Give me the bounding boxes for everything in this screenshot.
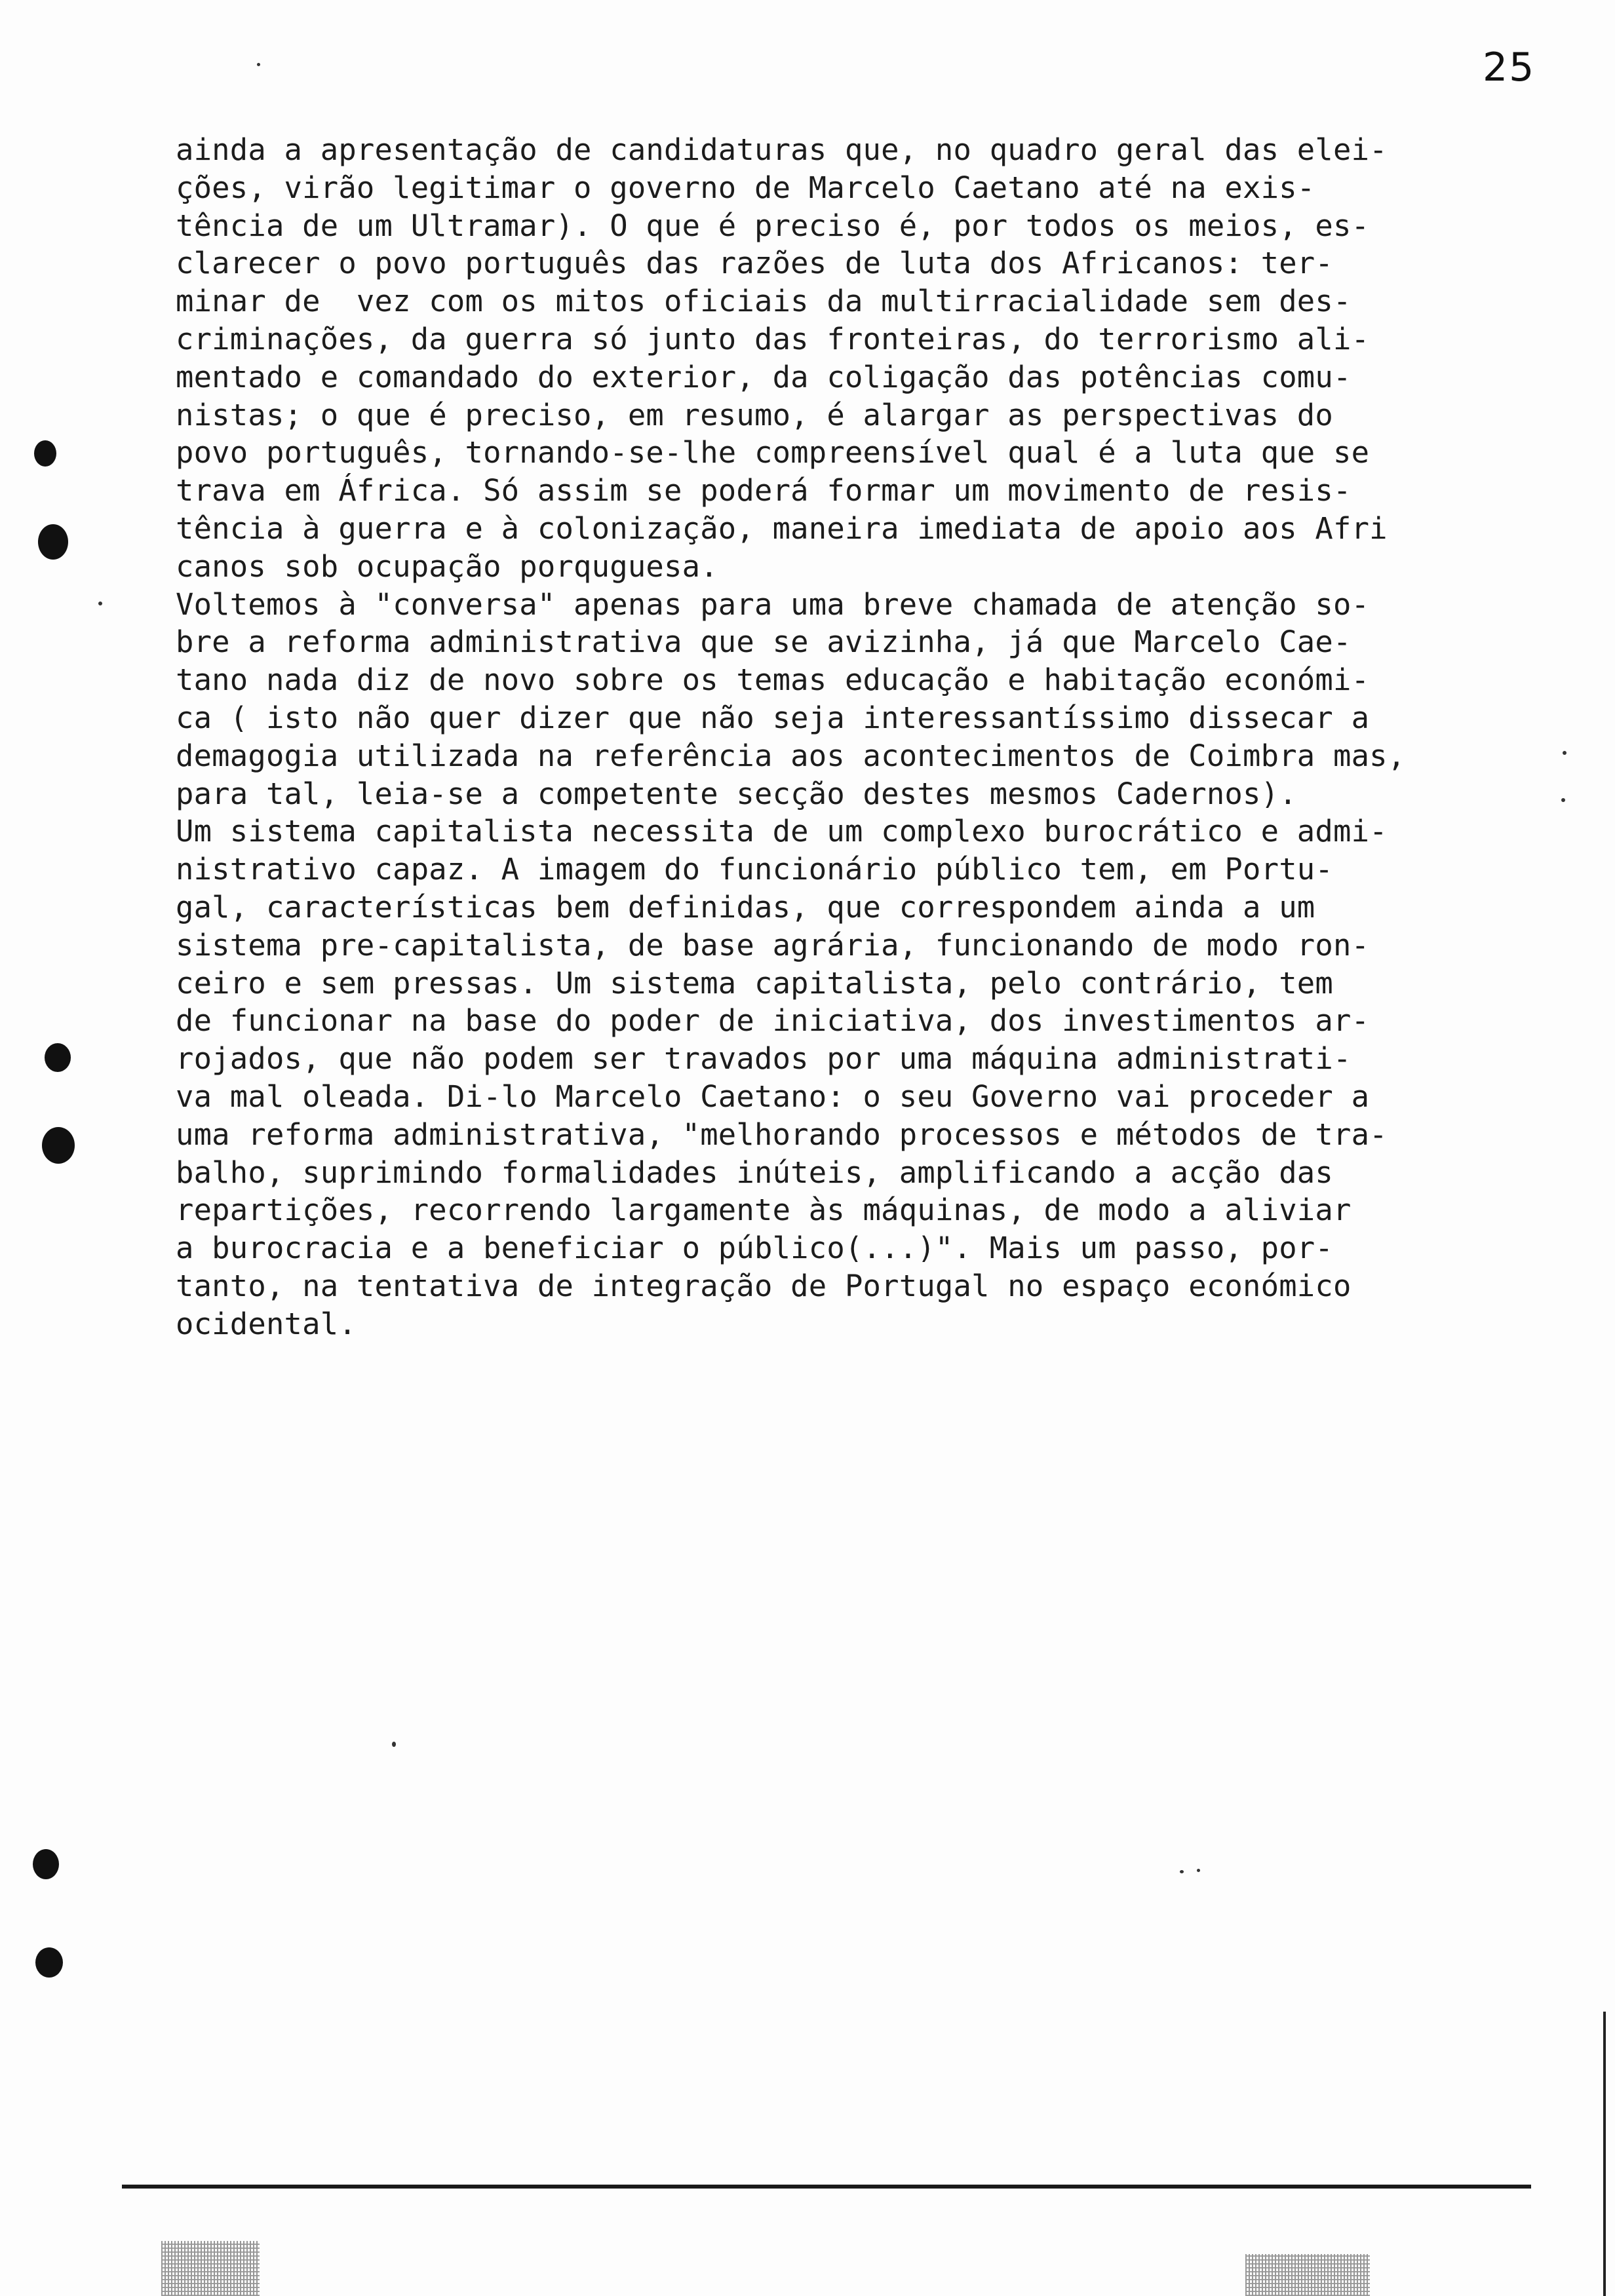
text-line: criminações, da guerra só junto das fronteiras, do terrorismo ali- bbox=[176, 321, 1370, 356]
page-number: 25 bbox=[1483, 45, 1536, 90]
text-line: nistrativo capaz. A imagem do funcionário público tem, em Portu- bbox=[176, 852, 1333, 887]
scan-speck bbox=[257, 63, 260, 66]
text-line: demagogia utilizada na referência aos acontecimentos de Coimbra mas, bbox=[176, 738, 1406, 773]
text-line: gal, características bem definidas, que correspondem ainda a um bbox=[176, 889, 1315, 925]
text-line: Um sistema capitalista necessita de um complexo burocrático e admi- bbox=[176, 814, 1388, 849]
punch-hole bbox=[34, 440, 56, 467]
text-line: ocidental. bbox=[176, 1306, 357, 1341]
text-line: tência de um Ultramar). O que é preciso é, por todos os meios, es- bbox=[176, 208, 1370, 243]
paragraph-1 bbox=[176, 131, 1578, 586]
punch-hole bbox=[45, 1043, 71, 1072]
scan-noise bbox=[1245, 2254, 1370, 2296]
text-line: tência à guerra e à colonização, maneira imediata de apoio aos Afri bbox=[176, 510, 1388, 546]
body-text bbox=[176, 131, 1578, 1343]
scan-edge-line bbox=[1603, 2012, 1606, 2296]
paragraph-3 bbox=[176, 813, 1578, 1343]
punch-hole bbox=[38, 524, 68, 560]
text-line: uma reforma administrativa, "melhorando processos e métodos de tra- bbox=[176, 1117, 1388, 1152]
text-line: repartições, recorrendo largamente às máquinas, de modo a aliviar bbox=[176, 1193, 1352, 1228]
text-line: nistas; o que é preciso, em resumo, é alargar as perspectivas do bbox=[176, 397, 1333, 432]
scan-speck bbox=[392, 1742, 396, 1747]
text-line: Voltemos à "conversa" apenas para uma breve chamada de atenção so- bbox=[176, 586, 1370, 622]
text-line: para tal, leia-se a competente secção destes mesmos Cadernos). bbox=[176, 776, 1297, 811]
text-line: a burocracia e a beneficiar o público(...)". Mais um passo, por- bbox=[176, 1231, 1333, 1266]
text-line: minar de vez com os mitos oficiais da multirracialidade sem des- bbox=[176, 284, 1352, 319]
scan-noise bbox=[161, 2241, 260, 2296]
text-line: rojados, que não podem ser travados por uma máquina administrati- bbox=[176, 1041, 1352, 1077]
text-line: canos sob ocupação porquguesa. bbox=[176, 548, 718, 584]
text-line: clarecer o povo português das razões de luta dos Africanos: ter- bbox=[176, 246, 1333, 281]
text-line: trava em África. Só assim se poderá formar um movimento de resis- bbox=[176, 473, 1352, 508]
scan-speck bbox=[1197, 1869, 1200, 1872]
text-line: tano nada diz de novo sobre os temas educação e habitação económi- bbox=[176, 662, 1370, 698]
text-line: tanto, na tentativa de integração de Portugal no espaço económico bbox=[176, 1268, 1352, 1303]
text-line: bre a reforma administrativa que se avizinha, já que Marcelo Cae- bbox=[176, 624, 1352, 660]
text-line: sistema pre-capitalista, de base agrária, funcionando de modo ron- bbox=[176, 927, 1370, 963]
paragraph-2 bbox=[176, 586, 1578, 813]
text-line: ainda a apresentação de candidaturas que, no quadro geral das elei- bbox=[176, 132, 1388, 167]
punch-hole bbox=[42, 1127, 75, 1164]
scan-speck bbox=[1563, 751, 1566, 755]
text-line: ções, virão legitimar o governo de Marcelo Caetano até na exis- bbox=[176, 170, 1315, 205]
text-line: mentado e comandado do exterior, da coligação das potências comu- bbox=[176, 359, 1352, 394]
punch-hole bbox=[35, 1947, 63, 1978]
text-line: de funcionar na base do poder de iniciativa, dos investimentos ar- bbox=[176, 1003, 1370, 1039]
scan-speck bbox=[1561, 798, 1565, 802]
punch-hole bbox=[33, 1849, 59, 1879]
text-line: ceiro e sem pressas. Um sistema capitalista, pelo contrário, tem bbox=[176, 965, 1333, 1001]
text-line: povo português, tornando-se-lhe compreensível qual é a luta que se bbox=[176, 435, 1370, 470]
scan-speck bbox=[98, 602, 102, 605]
text-line: va mal oleada. Di-lo Marcelo Caetano: o seu Governo vai proceder a bbox=[176, 1079, 1370, 1114]
scan-speck bbox=[1180, 1870, 1184, 1873]
text-line: balho, suprimindo formalidades inúteis, amplificando a acção das bbox=[176, 1155, 1333, 1190]
text-line: ca ( isto não quer dizer que não seja interessantíssimo dissecar a bbox=[176, 700, 1370, 735]
footer-rule bbox=[122, 2185, 1531, 2189]
